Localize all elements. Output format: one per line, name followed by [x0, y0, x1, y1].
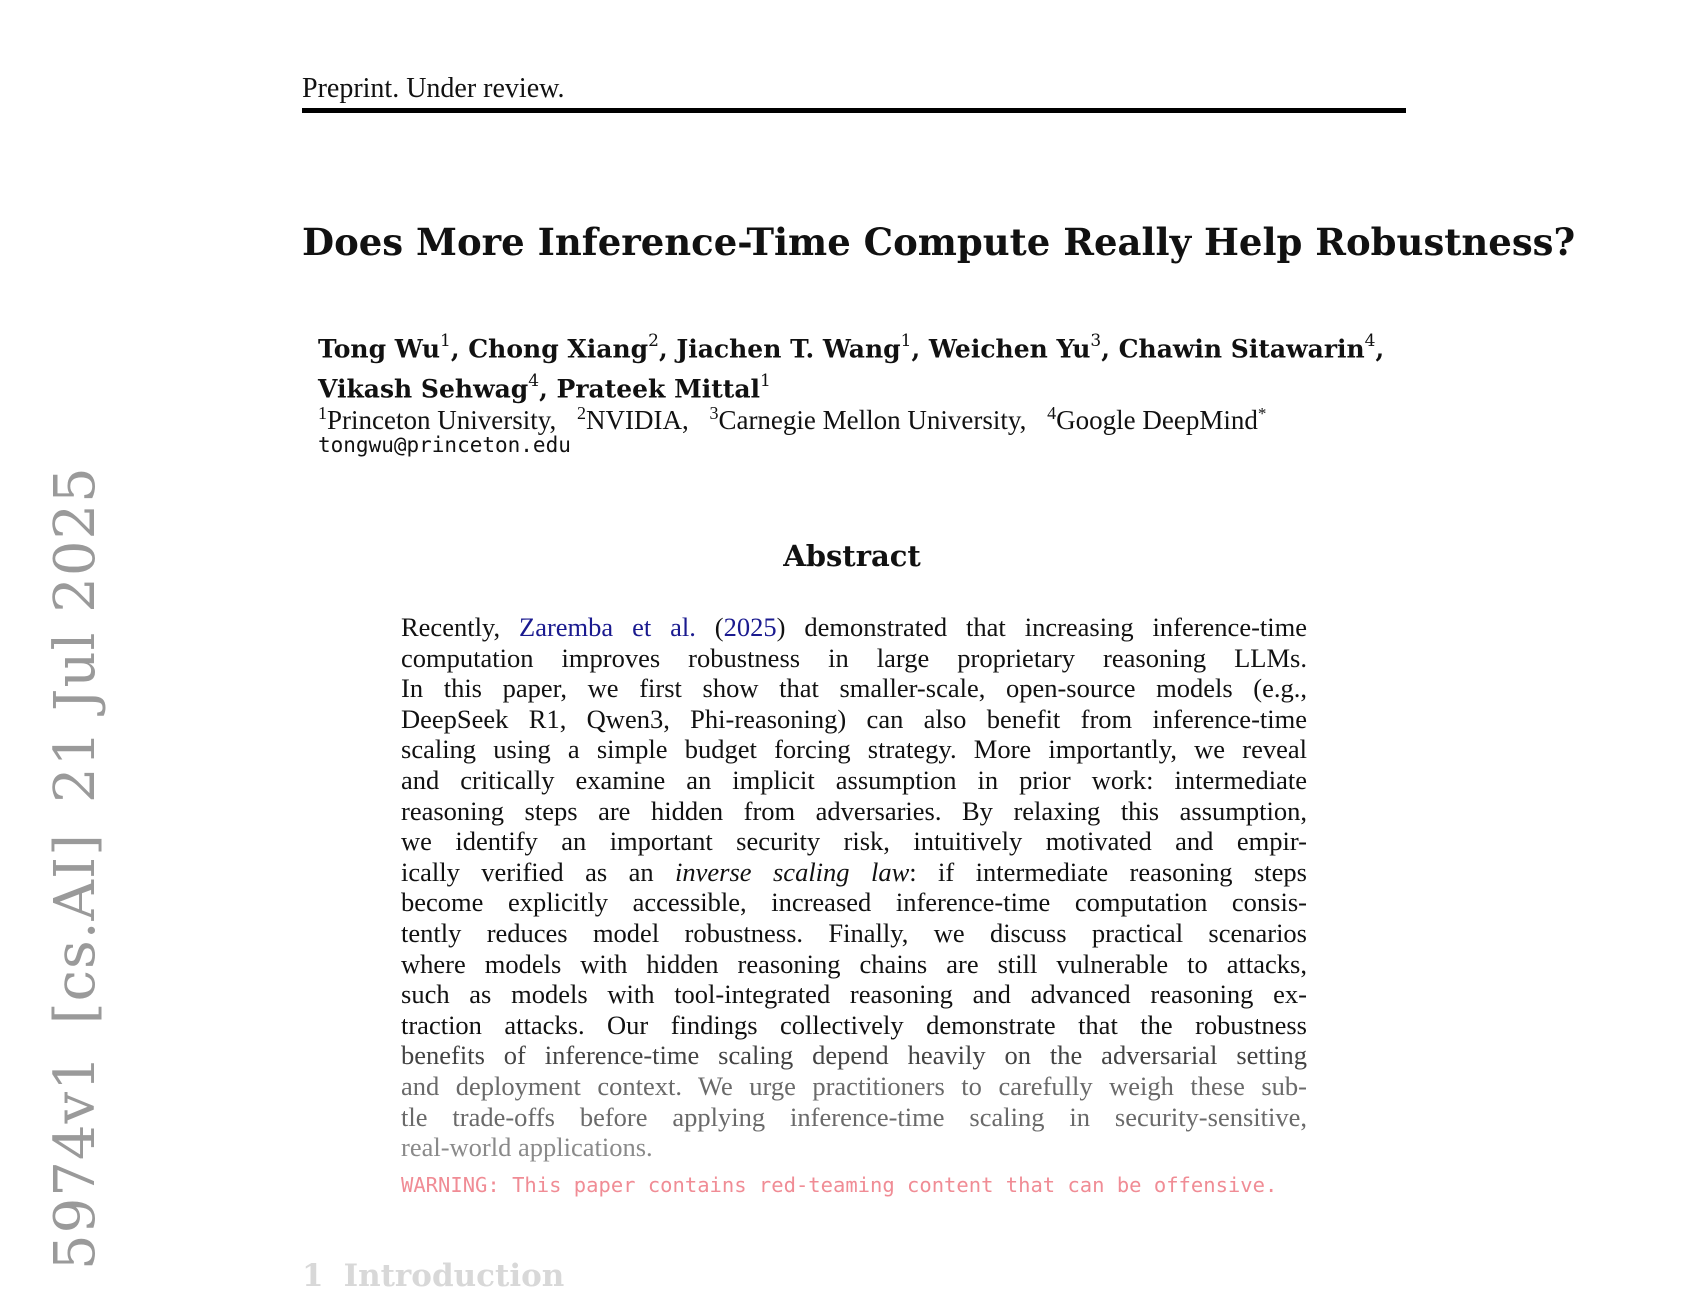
affiliation-name: Princeton University,	[327, 405, 557, 435]
abstract-line	[401, 857, 1307, 888]
abstract-line: and deployment context. We urge practitioners to carefully weigh these sub-	[401, 1070, 1307, 1101]
author-affiliation-mark: 4	[1364, 331, 1376, 351]
header-rule	[302, 108, 1406, 113]
abstract-text: : if intermediate reasoning steps	[909, 856, 1307, 887]
abstract-line: DeepSeek R1, Qwen3, Phi-reasoning) can also benefit from inference-time	[401, 703, 1307, 734]
author-affiliation-mark: 4	[528, 371, 540, 392]
abstract-line: become explicitly accessible, increased inference-time computation consis-	[401, 887, 1307, 918]
author-affiliation-mark: 1	[900, 331, 912, 351]
emphasis-term: inverse scaling law	[675, 856, 910, 887]
arxiv-category: [cs.AI]	[43, 833, 108, 1025]
affiliation-name: Carnegie Mellon University,	[718, 405, 1027, 435]
affiliation-number: 2	[576, 403, 586, 423]
affiliation	[577, 405, 689, 435]
abstract-line: tle trade-offs before applying inference-time scaling in security-sensitive,	[401, 1101, 1307, 1132]
abstract-line: reasoning steps are hidden from adversaries. By relaxing this assumption,	[401, 795, 1307, 826]
arxiv-identifier-stamp	[43, 436, 108, 1270]
citation-author-link[interactable]: Zaremba et al.	[519, 612, 696, 642]
author-list	[318, 326, 1418, 407]
abstract-line: we identify an important security risk, intuitively motivated and empir-	[401, 826, 1307, 857]
abstract-line: and critically examine an implicit assumption in prior work: intermediate	[401, 764, 1307, 795]
affiliation-name: Google DeepMind	[1056, 405, 1258, 435]
author-name: Weichen Yu	[928, 334, 1091, 364]
abstract-line: such as models with tool-integrated reasoning and advanced reasoning ex-	[401, 979, 1307, 1010]
abstract-line: scaling using a simple budget forcing strategy. More importantly, we reveal	[401, 734, 1307, 765]
abstract-line: Recently, Zaremba et al. (2025) demonstrated that increasing inference-time	[401, 612, 1308, 642]
author-name: Prateek Mittal	[556, 374, 761, 404]
section-heading-introduction	[302, 1258, 564, 1294]
running-header	[302, 72, 1406, 106]
contact-email[interactable]: tongwu@princeton.edu	[318, 433, 571, 457]
abstract-line: real-world applications.	[401, 1132, 653, 1163]
author-name: Vikash Sehwag	[318, 374, 529, 404]
citation-year-link[interactable]: 2025	[723, 612, 777, 642]
author-affiliation-mark: 3	[1090, 331, 1102, 351]
author-affiliation-mark: 2	[648, 331, 659, 351]
section-number: 1	[302, 1258, 324, 1294]
abstract-line: traction attacks. Our findings collectively demonstrate that the robustness	[401, 1009, 1307, 1040]
abstract-text: ically verified as an	[401, 856, 676, 887]
abstract-line: computation improves robustness in large proprietary reasoning LLMs.	[401, 642, 1307, 673]
affiliation-number: 4	[1047, 403, 1057, 423]
abstract-heading: Abstract	[783, 539, 921, 573]
abstract-line: tently reduces model robustness. Finally, we discuss practical scenarios	[401, 917, 1307, 948]
section-title: Introduction	[343, 1258, 565, 1294]
paper-title: Does More Inference-Time Compute Really Help Robustness?	[302, 220, 1576, 264]
author-line-2: Vikash Sehwag$^4$, Prateek Mittal$^1$	[318, 371, 771, 404]
affiliation	[1047, 405, 1266, 435]
affiliation-number: 3	[709, 403, 719, 423]
author-name: Chong Xiang	[468, 334, 649, 364]
abstract-line: where models with hidden reasoning chains are still vulnerable to attacks,	[401, 948, 1307, 979]
abstract-text: ) demonstrated that increasing inference-time	[776, 612, 1308, 642]
affiliation-number: 1	[318, 403, 327, 423]
author-affiliation-mark: 1	[760, 371, 771, 392]
author-name: Tong Wu	[318, 334, 441, 364]
abstract-text: Recently,	[401, 612, 520, 642]
author-name: Chawin Sitawarin	[1118, 334, 1365, 364]
author-affiliation-mark: 1	[440, 331, 451, 351]
header-text: Preprint. Under review.	[302, 73, 565, 104]
abstract-line: In this paper, we first show that smaller-scale, open-source models (e.g.,	[401, 673, 1307, 704]
abstract-body	[401, 612, 1307, 1163]
arxiv-date: 21 Jul 2025	[43, 466, 108, 804]
author-name: Jiachen T. Wang	[676, 334, 901, 364]
arxiv-id: 5974v1	[43, 1054, 108, 1270]
affiliation-name: NVIDIA,	[585, 405, 689, 435]
author-line-1: Tong Wu$^1$, Chong Xiang$^2$, Jiachen T. Wang$^1$, Weichen Yu$^3$, Chawin Sitawarin$^4$,	[318, 331, 1385, 364]
footnote-mark: *	[1257, 404, 1267, 423]
content-warning: WARNING: This paper contains red-teaming content that can be offensive.	[401, 1173, 1278, 1197]
abstract-line: benefits of inference-time scaling depend heavily on the adversarial setting	[401, 1040, 1307, 1071]
affiliation	[709, 405, 1026, 435]
